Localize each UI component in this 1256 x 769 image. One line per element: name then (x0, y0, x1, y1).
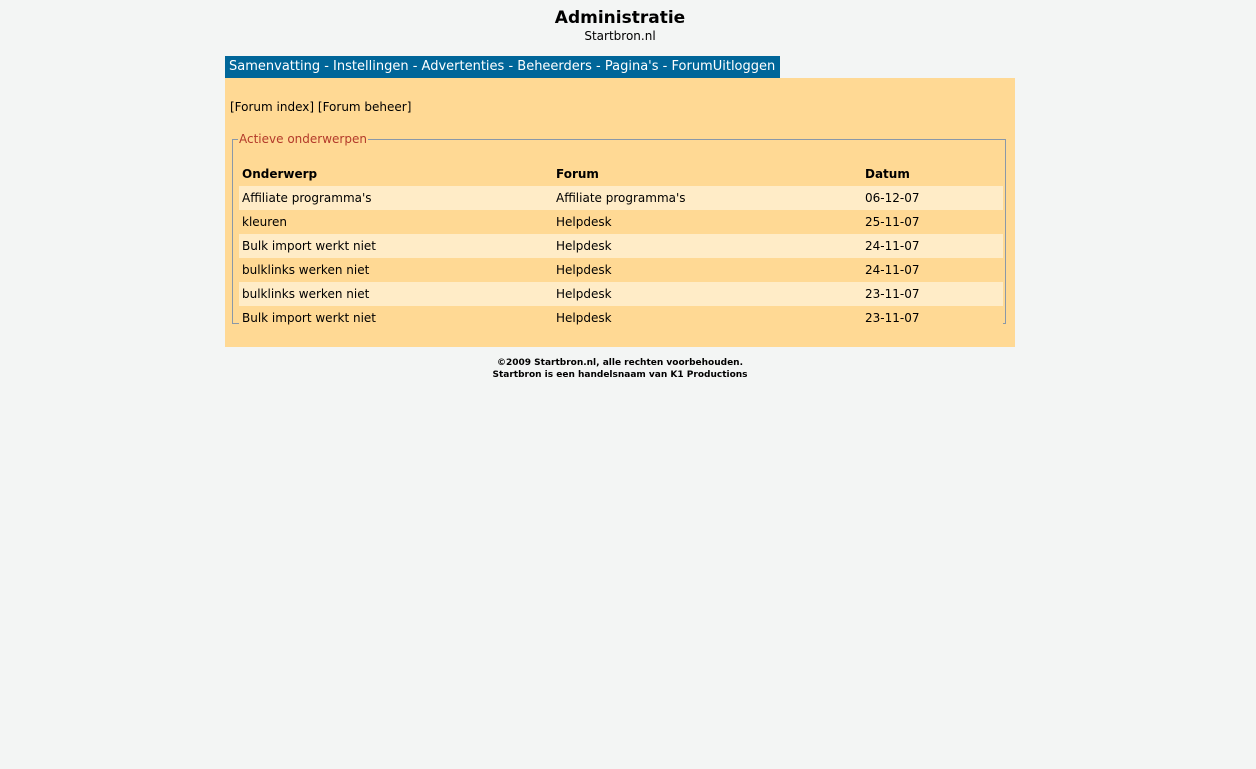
table-row[interactable] (239, 282, 1003, 306)
site-name: Startbron.nl (584, 29, 656, 43)
table-row[interactable] (239, 306, 1003, 330)
topic-forum: Helpdesk (553, 282, 862, 306)
topic-subject[interactable]: Bulk import werkt niet (239, 234, 553, 258)
nav-separator: - (320, 59, 334, 74)
topic-subject[interactable]: Affiliate programma's (239, 186, 553, 210)
table-row[interactable] (239, 234, 1003, 258)
nav-separator: - (504, 59, 518, 74)
topic-forum: Affiliate programma's (553, 186, 862, 210)
nav-separator: - (591, 59, 605, 74)
page-title: Administratie (554, 8, 686, 28)
topic-date: 06-12-07 (862, 186, 1003, 210)
nav-separator: - (658, 59, 672, 74)
nav-samenvatting[interactable]: Samenvatting (229, 59, 321, 74)
nav-forum[interactable]: Forum (671, 59, 713, 74)
table-row[interactable] (239, 210, 1003, 234)
active-topics-table (239, 162, 1003, 330)
copyright-text: ©2009 Startbron.nl, alle rechten voorbehouden. (496, 358, 743, 368)
nav-instellingen[interactable]: Instellingen (333, 59, 409, 74)
topic-date: 23-11-07 (862, 306, 1003, 330)
topic-forum: Helpdesk (553, 210, 862, 234)
nav-uitloggen[interactable]: Uitloggen (712, 59, 776, 74)
page-footer (0, 357, 1240, 381)
nav-advertenties[interactable]: Advertenties (421, 59, 505, 74)
table-row[interactable] (239, 186, 1003, 210)
forum-beheer-link[interactable]: [Forum beheer] (317, 100, 412, 114)
topic-subject[interactable]: bulklinks werken niet (239, 282, 553, 306)
main-nav (225, 56, 780, 78)
topic-subject[interactable]: bulklinks werken niet (239, 258, 553, 282)
active-topics-fieldset (232, 132, 1006, 324)
topic-date: 24-11-07 (862, 234, 1003, 258)
column-header-date: Datum (865, 167, 910, 181)
topic-date: 25-11-07 (862, 210, 1003, 234)
forum-sublinks (230, 99, 411, 115)
trade-name-text: Startbron is een handelsnaam van K1 Productions (492, 370, 748, 380)
topic-forum: Helpdesk (553, 258, 862, 282)
topic-subject[interactable]: Bulk import werkt niet (239, 306, 553, 330)
column-header-subject: Onderwerp (242, 167, 318, 181)
table-row[interactable] (239, 258, 1003, 282)
page-header (0, 8, 1240, 44)
column-header-forum: Forum (556, 167, 599, 181)
active-topics-legend: Actieve onderwerpen (239, 132, 367, 146)
content-panel (225, 78, 1015, 347)
topic-date: 23-11-07 (862, 282, 1003, 306)
topic-forum: Helpdesk (553, 306, 862, 330)
topic-subject[interactable]: kleuren (239, 210, 553, 234)
nav-paginas[interactable]: Pagina's (604, 59, 659, 74)
nav-separator: - (408, 59, 422, 74)
table-header-row (239, 162, 1003, 186)
topic-date: 24-11-07 (862, 258, 1003, 282)
forum-index-link[interactable]: [Forum index] (230, 100, 315, 114)
nav-beheerders[interactable]: Beheerders (517, 59, 592, 74)
topic-forum: Helpdesk (553, 234, 862, 258)
